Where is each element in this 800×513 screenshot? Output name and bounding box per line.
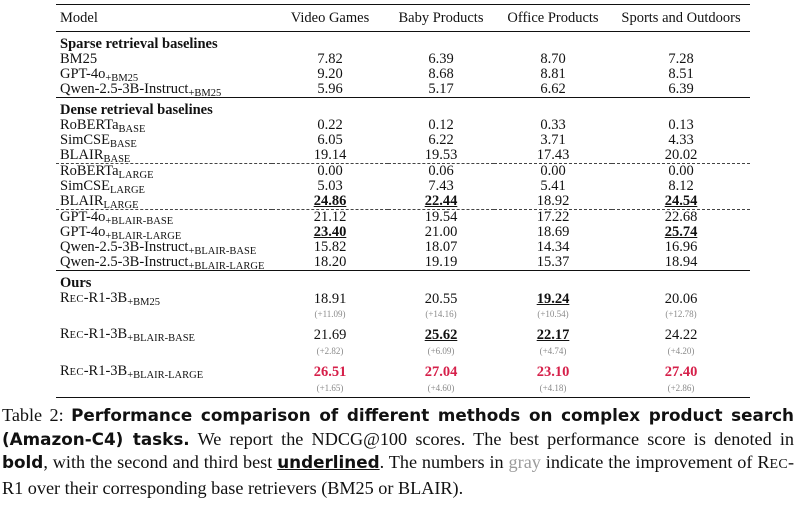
model-name-text: BM25 [60,51,98,67]
results-table [56,4,750,398]
cell-value: 19.54 [388,210,494,226]
model-name [56,82,272,98]
cell-value: 5.17 [428,81,454,97]
caption-method-name: -R1 [2,452,795,498]
cell-value: 7.82 [317,51,343,67]
cell-value [388,357,494,381]
cell-value: 0.13 [668,117,694,133]
cell-value: 3.71 [540,132,566,148]
cell-value: 8.70 [540,51,566,67]
cell-value-second-best: 25.74 [664,224,698,240]
model-name-text: BLAIR [60,193,104,209]
model-subscript: +BLAIR-LARGE [105,231,182,242]
delta-value: (+2.86) [612,381,750,398]
cell-value [612,357,750,381]
cell-value [494,320,612,344]
cell-value: 18.69 [536,224,570,240]
model-subscript: +BM25 [188,88,222,99]
model-subscript: LARGE [109,185,145,196]
header-video-games: Video Games [272,5,388,32]
model-name-text: -R1-3B [83,363,128,379]
model-name-text: SimCSE [60,178,110,194]
model-name [56,320,272,344]
cell-value: 18.91 [313,290,347,307]
model-subscript: +BLAIR-LARGE [127,370,204,381]
cell-value: 0.00 [612,164,750,180]
cell-value [272,194,388,210]
cell-value: 0.06 [388,164,494,180]
cell-value: 8.68 [428,66,454,82]
table-row [56,225,750,240]
cell-value: 18.92 [536,193,570,209]
cell-value: 21.12 [272,210,388,226]
cell-value: 0.12 [428,117,454,133]
caption-bold-word: bold [2,452,44,472]
cell-value [388,320,494,344]
model-subscript: +BLAIR-BASE [105,216,174,227]
cell-value: 18.94 [664,254,698,270]
model-name-text: SimCSE [60,132,110,148]
cell-value: 7.43 [428,178,454,194]
cell-value: 4.33 [668,132,694,148]
cell-value-second-best: 22.17 [536,326,570,343]
cell-value: 20.55 [424,290,458,307]
model-name-text: GPT-4o [60,66,106,82]
cell-value: 18.20 [313,254,347,270]
model-subscript: LARGE [118,170,154,181]
model-name [56,240,272,255]
table-row [56,118,750,133]
cell-value: 5.41 [540,178,566,194]
caption-method-smallcaps: EC [769,457,788,472]
table-header-row [56,5,750,32]
model-name [56,210,272,226]
cell-value: 6.22 [428,132,454,148]
results-table-container [56,4,750,398]
delta-row [56,307,750,320]
caption-text: We report the NDCG@100 scores. The best performance score is denoted in [197,428,794,449]
cell-value: 19.14 [313,147,347,163]
model-name [56,148,272,164]
cell-value: 20.06 [664,290,698,307]
cell-value: 17.22 [494,210,612,226]
delta-value: (+6.09) [427,345,455,356]
model-name [56,357,272,381]
caption-method-name: R [757,452,770,472]
header-baby-products: Baby Products [388,5,494,32]
cell-value-best: 27.40 [664,363,698,380]
delta-value: (+11.09) [314,308,346,319]
section-sparse-title: Sparse retrieval baselines [56,32,750,53]
cell-value: 0.00 [272,164,388,180]
cell-value: 21.69 [313,326,347,343]
delta-value: (+4.20) [667,345,695,356]
section-sparse-row [56,32,750,53]
table-row [56,82,750,98]
table-caption [2,404,794,500]
caption-text: . The numbers in [379,452,504,472]
table-row [56,194,750,210]
model-name-text: RoBERTa [60,163,119,179]
cell-value: 0.33 [540,117,566,133]
model-subscript: +BM25 [127,297,160,308]
table-row [56,52,750,67]
cell-value: 0.22 [317,117,343,133]
model-name [56,179,272,194]
cell-value-best: 26.51 [313,363,347,380]
cell-value-second-best: 24.86 [313,193,347,209]
model-name [56,255,272,271]
model-subscript: BASE [109,139,137,150]
delta-row [56,344,750,357]
cell-value [494,291,612,307]
cell-value: 21.00 [424,224,458,240]
caption-underlined-word: underlined [277,452,380,472]
cell-value: 17.43 [536,147,570,163]
table-row [56,255,750,271]
delta-value: (+1.65) [272,381,388,398]
cell-value-second-best: 25.62 [424,326,458,343]
delta-value: (+2.82) [316,345,344,356]
model-name [56,291,272,307]
table-row [56,133,750,148]
cell-value-best: 27.04 [424,363,458,380]
caption-text: , with the second and third best [43,452,273,472]
cell-value: 8.51 [668,66,694,82]
model-name-text: -R1-3B [83,290,128,306]
model-subscript: +BM25 [105,73,139,84]
section-dense-title: Dense retrieval baselines [56,98,750,119]
cell-value: 6.39 [668,81,694,97]
cell-value-third-best: 19.24 [536,290,570,307]
delta-value: (+4.60) [388,381,494,398]
cell-value: 24.22 [664,326,698,343]
cell-value-third-best: 23.40 [313,224,347,240]
table-row [56,164,750,180]
delta-value: (+12.78) [665,308,697,319]
cell-value: 22.68 [612,210,750,226]
cell-value: 6.39 [428,51,454,67]
model-name-text: Qwen-2.5-3B-Instruct [60,81,189,97]
caption-gray-word: gray [508,452,541,472]
delta-value: (+4.18) [494,381,612,398]
cell-value: 5.96 [317,81,343,97]
cell-value [612,194,750,210]
cell-value [272,357,388,381]
model-name-text: R [60,326,70,342]
table-row [56,240,750,255]
model-name-text: RoBERTa [60,117,119,133]
model-name [56,67,272,82]
cell-value [494,357,612,381]
table-row [56,357,750,381]
cell-value: 9.20 [317,66,343,82]
model-subscript: +BLAIR-BASE [127,333,195,344]
cell-value: 15.82 [313,239,347,255]
cell-value: 6.62 [540,81,566,97]
model-name-text: R [60,363,70,379]
model-name [56,194,272,210]
table-row [56,148,750,164]
caption-bold-title: Performance comparison of different methods on complex product search (Amazon-C4) tasks. [2,405,795,449]
section-dense-row [56,98,750,119]
cell-value: 0.00 [494,164,612,180]
cell-value: 19.19 [424,254,458,270]
model-name-text: GPT-4o [60,209,106,225]
header-office-products: Office Products [494,5,612,32]
table-row [56,67,750,82]
cell-value-second-best: 22.44 [424,193,458,209]
cell-value-best: 23.10 [536,363,570,380]
model-name-smallcaps: EC [69,330,84,341]
section-ours-row [56,271,750,292]
delta-row [56,381,750,398]
cell-value-third-best: 24.54 [664,193,698,209]
cell-value: 16.96 [664,239,698,255]
model-subscript: +BLAIR-LARGE [188,261,265,272]
caption-text: indicate the improvement of [545,452,753,472]
cell-value: 8.12 [668,178,694,194]
caption-label: Table 2: [2,405,64,425]
cell-value: 19.53 [424,147,458,163]
model-subscript: +BLAIR-BASE [188,246,257,257]
table-row [56,291,750,307]
table-row [56,179,750,194]
cell-value: 6.05 [317,132,343,148]
cell-value: 14.34 [536,239,570,255]
cell-value [388,194,494,210]
caption-text: over their corresponding base retrievers (BM25 or BLAIR). [27,477,464,498]
model-name [56,52,272,67]
model-subscript: BASE [118,124,146,135]
model-name-smallcaps: EC [69,294,84,305]
model-name-text: R [60,290,70,306]
model-subscript: BASE [103,154,131,165]
delta-value: (+4.74) [539,345,567,356]
cell-value: 20.02 [664,147,698,163]
cell-value: 8.81 [540,66,566,82]
header-sports-outdoors: Sports and Outdoors [612,5,750,32]
model-name [56,164,272,180]
table-row [56,210,750,226]
model-name [56,225,272,240]
model-name-smallcaps: EC [69,367,84,378]
model-name-text: GPT-4o [60,224,106,240]
cell-value [272,225,388,240]
table-row [56,320,750,344]
cell-value: 7.28 [668,51,694,67]
model-name [56,118,272,133]
header-model: Model [56,5,272,32]
delta-value: (+14.16) [425,308,457,319]
model-name-text: Qwen-2.5-3B-Instruct [60,254,189,270]
model-name-text: -R1-3B [83,326,128,342]
cell-value [612,225,750,240]
delta-value: (+10.54) [537,308,569,319]
model-name [56,133,272,148]
cell-value: 15.37 [536,254,570,270]
cell-value: 18.07 [424,239,458,255]
model-subscript: LARGE [103,200,139,211]
section-ours-title: Ours [56,271,750,292]
model-name-text: Qwen-2.5-3B-Instruct [60,239,189,255]
model-name-text: BLAIR [60,147,104,163]
cell-value: 5.03 [317,178,343,194]
